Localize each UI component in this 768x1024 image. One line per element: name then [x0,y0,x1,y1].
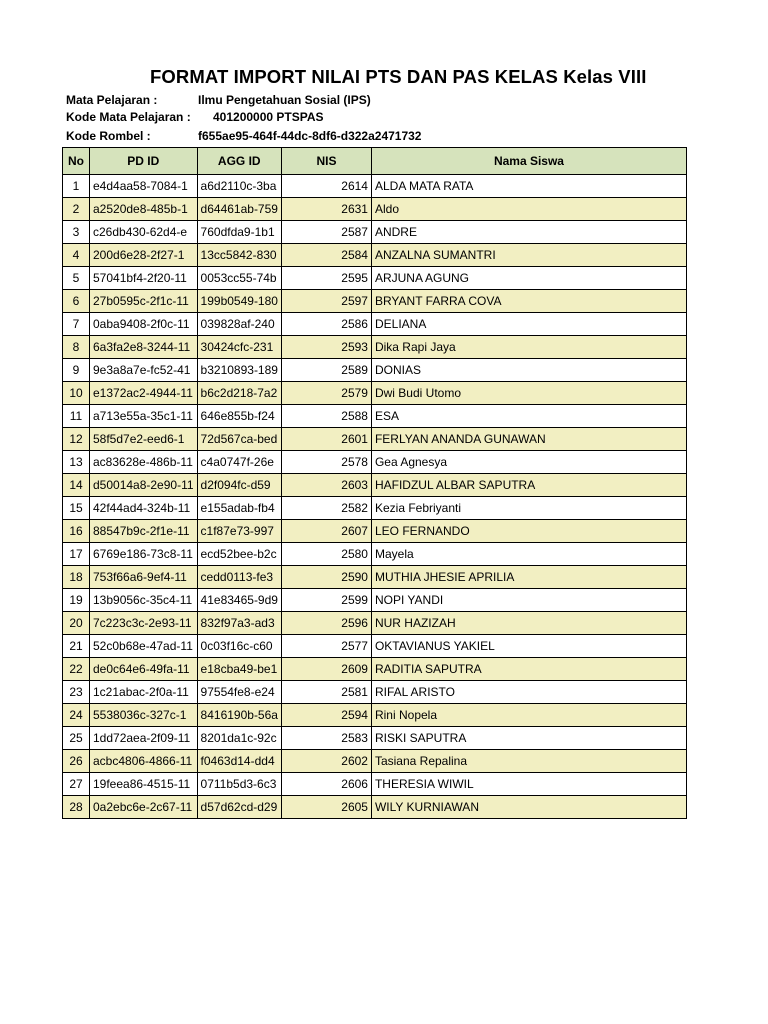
cell-pd-id: 13b9056c-35c4-11 [90,589,198,612]
cell-agg-id: b6c2d218-7a2 [197,382,281,405]
cell-pd-id: 6769e186-73c8-11 [90,543,198,566]
header-agg-id: AGG ID [197,148,281,175]
cell-no: 6 [63,290,90,313]
cell-nama-siswa: BRYANT FARRA COVA [371,290,686,313]
cell-nis: 2581 [281,681,371,704]
cell-pd-id: 1dd72aea-2f09-11 [90,727,198,750]
cell-pd-id: 6a3fa2e8-3244-11 [90,336,198,359]
table-row [63,704,687,727]
cell-nis: 2582 [281,497,371,520]
cell-nama-siswa: RIFAL ARISTO [371,681,686,704]
table-row [63,796,687,819]
cell-nama-siswa: FERLYAN ANANDA GUNAWAN [371,428,686,451]
cell-nama-siswa: Tasiana Repalina [371,750,686,773]
cell-nama-siswa: ARJUNA AGUNG [371,267,686,290]
cell-nama-siswa: LEO FERNANDO [371,520,686,543]
cell-nis: 2605 [281,796,371,819]
cell-pd-id: ac83628e-486b-11 [90,451,198,474]
cell-pd-id: d50014a8-2e90-11 [90,474,198,497]
cell-pd-id: a2520de8-485b-1 [90,198,198,221]
cell-agg-id: c1f87e73-997 [197,520,281,543]
cell-agg-id: a6d2110c-3ba [197,175,281,198]
cell-nis: 2588 [281,405,371,428]
table-row [63,474,687,497]
header-no: No [63,148,90,175]
table-row [63,290,687,313]
cell-no: 26 [63,750,90,773]
cell-nis: 2597 [281,290,371,313]
cell-agg-id: 0c03f16c-c60 [197,635,281,658]
cell-nis: 2579 [281,382,371,405]
header-pd-id: PD ID [90,148,198,175]
cell-no: 8 [63,336,90,359]
cell-nama-siswa: RADITIA SAPUTRA [371,658,686,681]
cell-agg-id: d64461ab-759 [197,198,281,221]
cell-nis: 2609 [281,658,371,681]
cell-nama-siswa: ESA [371,405,686,428]
table-row [63,428,687,451]
cell-nama-siswa: Mayela [371,543,686,566]
cell-nama-siswa: THERESIA WIWIL [371,773,686,796]
table-row [63,543,687,566]
table-row [63,566,687,589]
cell-nama-siswa: Kezia Febriyanti [371,497,686,520]
cell-pd-id: 57041bf4-2f20-11 [90,267,198,290]
cell-agg-id: b3210893-189 [197,359,281,382]
cell-nis: 2601 [281,428,371,451]
cell-nama-siswa: ANZALNA SUMANTRI [371,244,686,267]
cell-pd-id: 7c223c3c-2e93-11 [90,612,198,635]
cell-agg-id: e155adab-fb4 [197,497,281,520]
mapel-label: Mata Pelajaran : [66,93,158,107]
cell-nis: 2577 [281,635,371,658]
cell-agg-id: d2f094fc-d59 [197,474,281,497]
cell-no: 7 [63,313,90,336]
cell-agg-id: 039828af-240 [197,313,281,336]
cell-pd-id: 27b0595c-2f1c-11 [90,290,198,313]
cell-nis: 2631 [281,198,371,221]
cell-no: 23 [63,681,90,704]
cell-agg-id: 72d567ca-bed [197,428,281,451]
cell-nis: 2594 [281,704,371,727]
cell-pd-id: 42f44ad4-324b-11 [90,497,198,520]
cell-nama-siswa: ALDA MATA RATA [371,175,686,198]
cell-nis: 2595 [281,267,371,290]
rombel-value: f655ae95-464f-44dc-8df6-d322a2471732 [198,129,422,143]
table-row [63,451,687,474]
cell-pd-id: a713e55a-35c1-11 [90,405,198,428]
cell-no: 3 [63,221,90,244]
table-row [63,221,687,244]
cell-nis: 2583 [281,727,371,750]
cell-no: 15 [63,497,90,520]
cell-no: 18 [63,566,90,589]
cell-nama-siswa: RISKI SAPUTRA [371,727,686,750]
table-row [63,658,687,681]
cell-agg-id: d57d62cd-d29 [197,796,281,819]
cell-nama-siswa: NUR HAZIZAH [371,612,686,635]
table-row [63,773,687,796]
cell-nama-siswa: ANDRE [371,221,686,244]
cell-nis: 2607 [281,520,371,543]
table-row [63,635,687,658]
cell-pd-id: 5538036c-327c-1 [90,704,198,727]
cell-no: 21 [63,635,90,658]
cell-agg-id: 8201da1c-92c [197,727,281,750]
cell-no: 17 [63,543,90,566]
table-row [63,612,687,635]
cell-no: 13 [63,451,90,474]
cell-nama-siswa: Aldo [371,198,686,221]
cell-agg-id: 0711b5d3-6c3 [197,773,281,796]
table-row [63,750,687,773]
cell-agg-id: 199b0549-180 [197,290,281,313]
header-nama-siswa: Nama Siswa [371,148,686,175]
cell-no: 1 [63,175,90,198]
cell-no: 22 [63,658,90,681]
cell-pd-id: 9e3a8a7e-fc52-41 [90,359,198,382]
cell-agg-id: f0463d14-dd4 [197,750,281,773]
cell-pd-id: 52c0b68e-47ad-11 [90,635,198,658]
table-row [63,727,687,750]
table-row [63,198,687,221]
cell-pd-id: e1372ac2-4944-11 [90,382,198,405]
cell-no: 14 [63,474,90,497]
cell-agg-id: 30424cfc-231 [197,336,281,359]
cell-no: 4 [63,244,90,267]
cell-nama-siswa: Dika Rapi Jaya [371,336,686,359]
cell-agg-id: 13cc5842-830 [197,244,281,267]
table-row [63,497,687,520]
cell-nama-siswa: DELIANA [371,313,686,336]
header-nis: NIS [281,148,371,175]
cell-nis: 2599 [281,589,371,612]
cell-nis: 2578 [281,451,371,474]
cell-nis: 2580 [281,543,371,566]
cell-pd-id: acbc4806-4866-11 [90,750,198,773]
cell-pd-id: 19feea86-4515-11 [90,773,198,796]
cell-agg-id: 41e83465-9d9 [197,589,281,612]
cell-nama-siswa: WILY KURNIAWAN [371,796,686,819]
cell-pd-id: 88547b9c-2f1e-11 [90,520,198,543]
cell-pd-id: 0a2ebc6e-2c67-11 [90,796,198,819]
rombel-label: Kode Rombel : [66,129,151,143]
mapel-value: Ilmu Pengetahuan Sosial (IPS) [198,93,371,107]
cell-agg-id: 832f97a3-ad3 [197,612,281,635]
cell-no: 16 [63,520,90,543]
cell-agg-id: 97554fe8-e24 [197,681,281,704]
cell-nis: 2596 [281,612,371,635]
cell-no: 11 [63,405,90,428]
table-row [63,359,687,382]
cell-agg-id: 0053cc55-74b [197,267,281,290]
cell-nama-siswa: Rini Nopela [371,704,686,727]
cell-nis: 2614 [281,175,371,198]
cell-pd-id: 58f5d7e2-eed6-1 [90,428,198,451]
cell-no: 28 [63,796,90,819]
cell-pd-id: c26db430-62d4-e [90,221,198,244]
table-row [63,589,687,612]
cell-nis: 2589 [281,359,371,382]
page-title: FORMAT IMPORT NILAI PTS DAN PAS KELAS Kelas VIII [150,66,647,87]
cell-no: 27 [63,773,90,796]
cell-agg-id: 760dfda9-1b1 [197,221,281,244]
cell-pd-id: de0c64e6-49fa-11 [90,658,198,681]
cell-agg-id: cedd0113-fe3 [197,566,281,589]
kode-mapel-label: Kode Mata Pelajaran : [66,110,191,124]
table-row [63,244,687,267]
cell-no: 5 [63,267,90,290]
cell-nis: 2593 [281,336,371,359]
cell-pd-id: e4d4aa58-7084-1 [90,175,198,198]
cell-nama-siswa: NOPI YANDI [371,589,686,612]
table-row [63,267,687,290]
cell-nis: 2590 [281,566,371,589]
cell-nama-siswa: Gea Agnesya [371,451,686,474]
cell-nama-siswa: HAFIDZUL ALBAR SAPUTRA [371,474,686,497]
cell-pd-id: 753f66a6-9ef4-11 [90,566,198,589]
cell-agg-id: ecd52bee-b2c [197,543,281,566]
cell-no: 9 [63,359,90,382]
cell-no: 24 [63,704,90,727]
table-row [63,175,687,198]
cell-nama-siswa: Dwi Budi Utomo [371,382,686,405]
cell-no: 20 [63,612,90,635]
table-row [63,313,687,336]
cell-pd-id: 200d6e28-2f27-1 [90,244,198,267]
cell-no: 12 [63,428,90,451]
cell-nama-siswa: MUTHIA JHESIE APRILIA [371,566,686,589]
cell-no: 25 [63,727,90,750]
cell-nis: 2606 [281,773,371,796]
cell-nis: 2584 [281,244,371,267]
table-body [63,175,687,819]
table-row [63,405,687,428]
table-row [63,681,687,704]
table-row [63,382,687,405]
cell-pd-id: 1c21abac-2f0a-11 [90,681,198,704]
kode-mapel-value: 401200000 PTSPAS [213,110,324,124]
table-row [63,520,687,543]
table-header-row [63,148,687,175]
cell-agg-id: c4a0747f-26e [197,451,281,474]
cell-nis: 2602 [281,750,371,773]
cell-pd-id: 0aba9408-2f0c-11 [90,313,198,336]
table-row [63,336,687,359]
cell-nama-siswa: OKTAVIANUS YAKIEL [371,635,686,658]
cell-nis: 2586 [281,313,371,336]
cell-nama-siswa: DONIAS [371,359,686,382]
cell-agg-id: 8416190b-56a [197,704,281,727]
cell-agg-id: e18cba49-be1 [197,658,281,681]
cell-agg-id: 646e855b-f24 [197,405,281,428]
cell-no: 2 [63,198,90,221]
cell-no: 19 [63,589,90,612]
student-table [62,147,687,819]
cell-nis: 2603 [281,474,371,497]
cell-no: 10 [63,382,90,405]
cell-nis: 2587 [281,221,371,244]
